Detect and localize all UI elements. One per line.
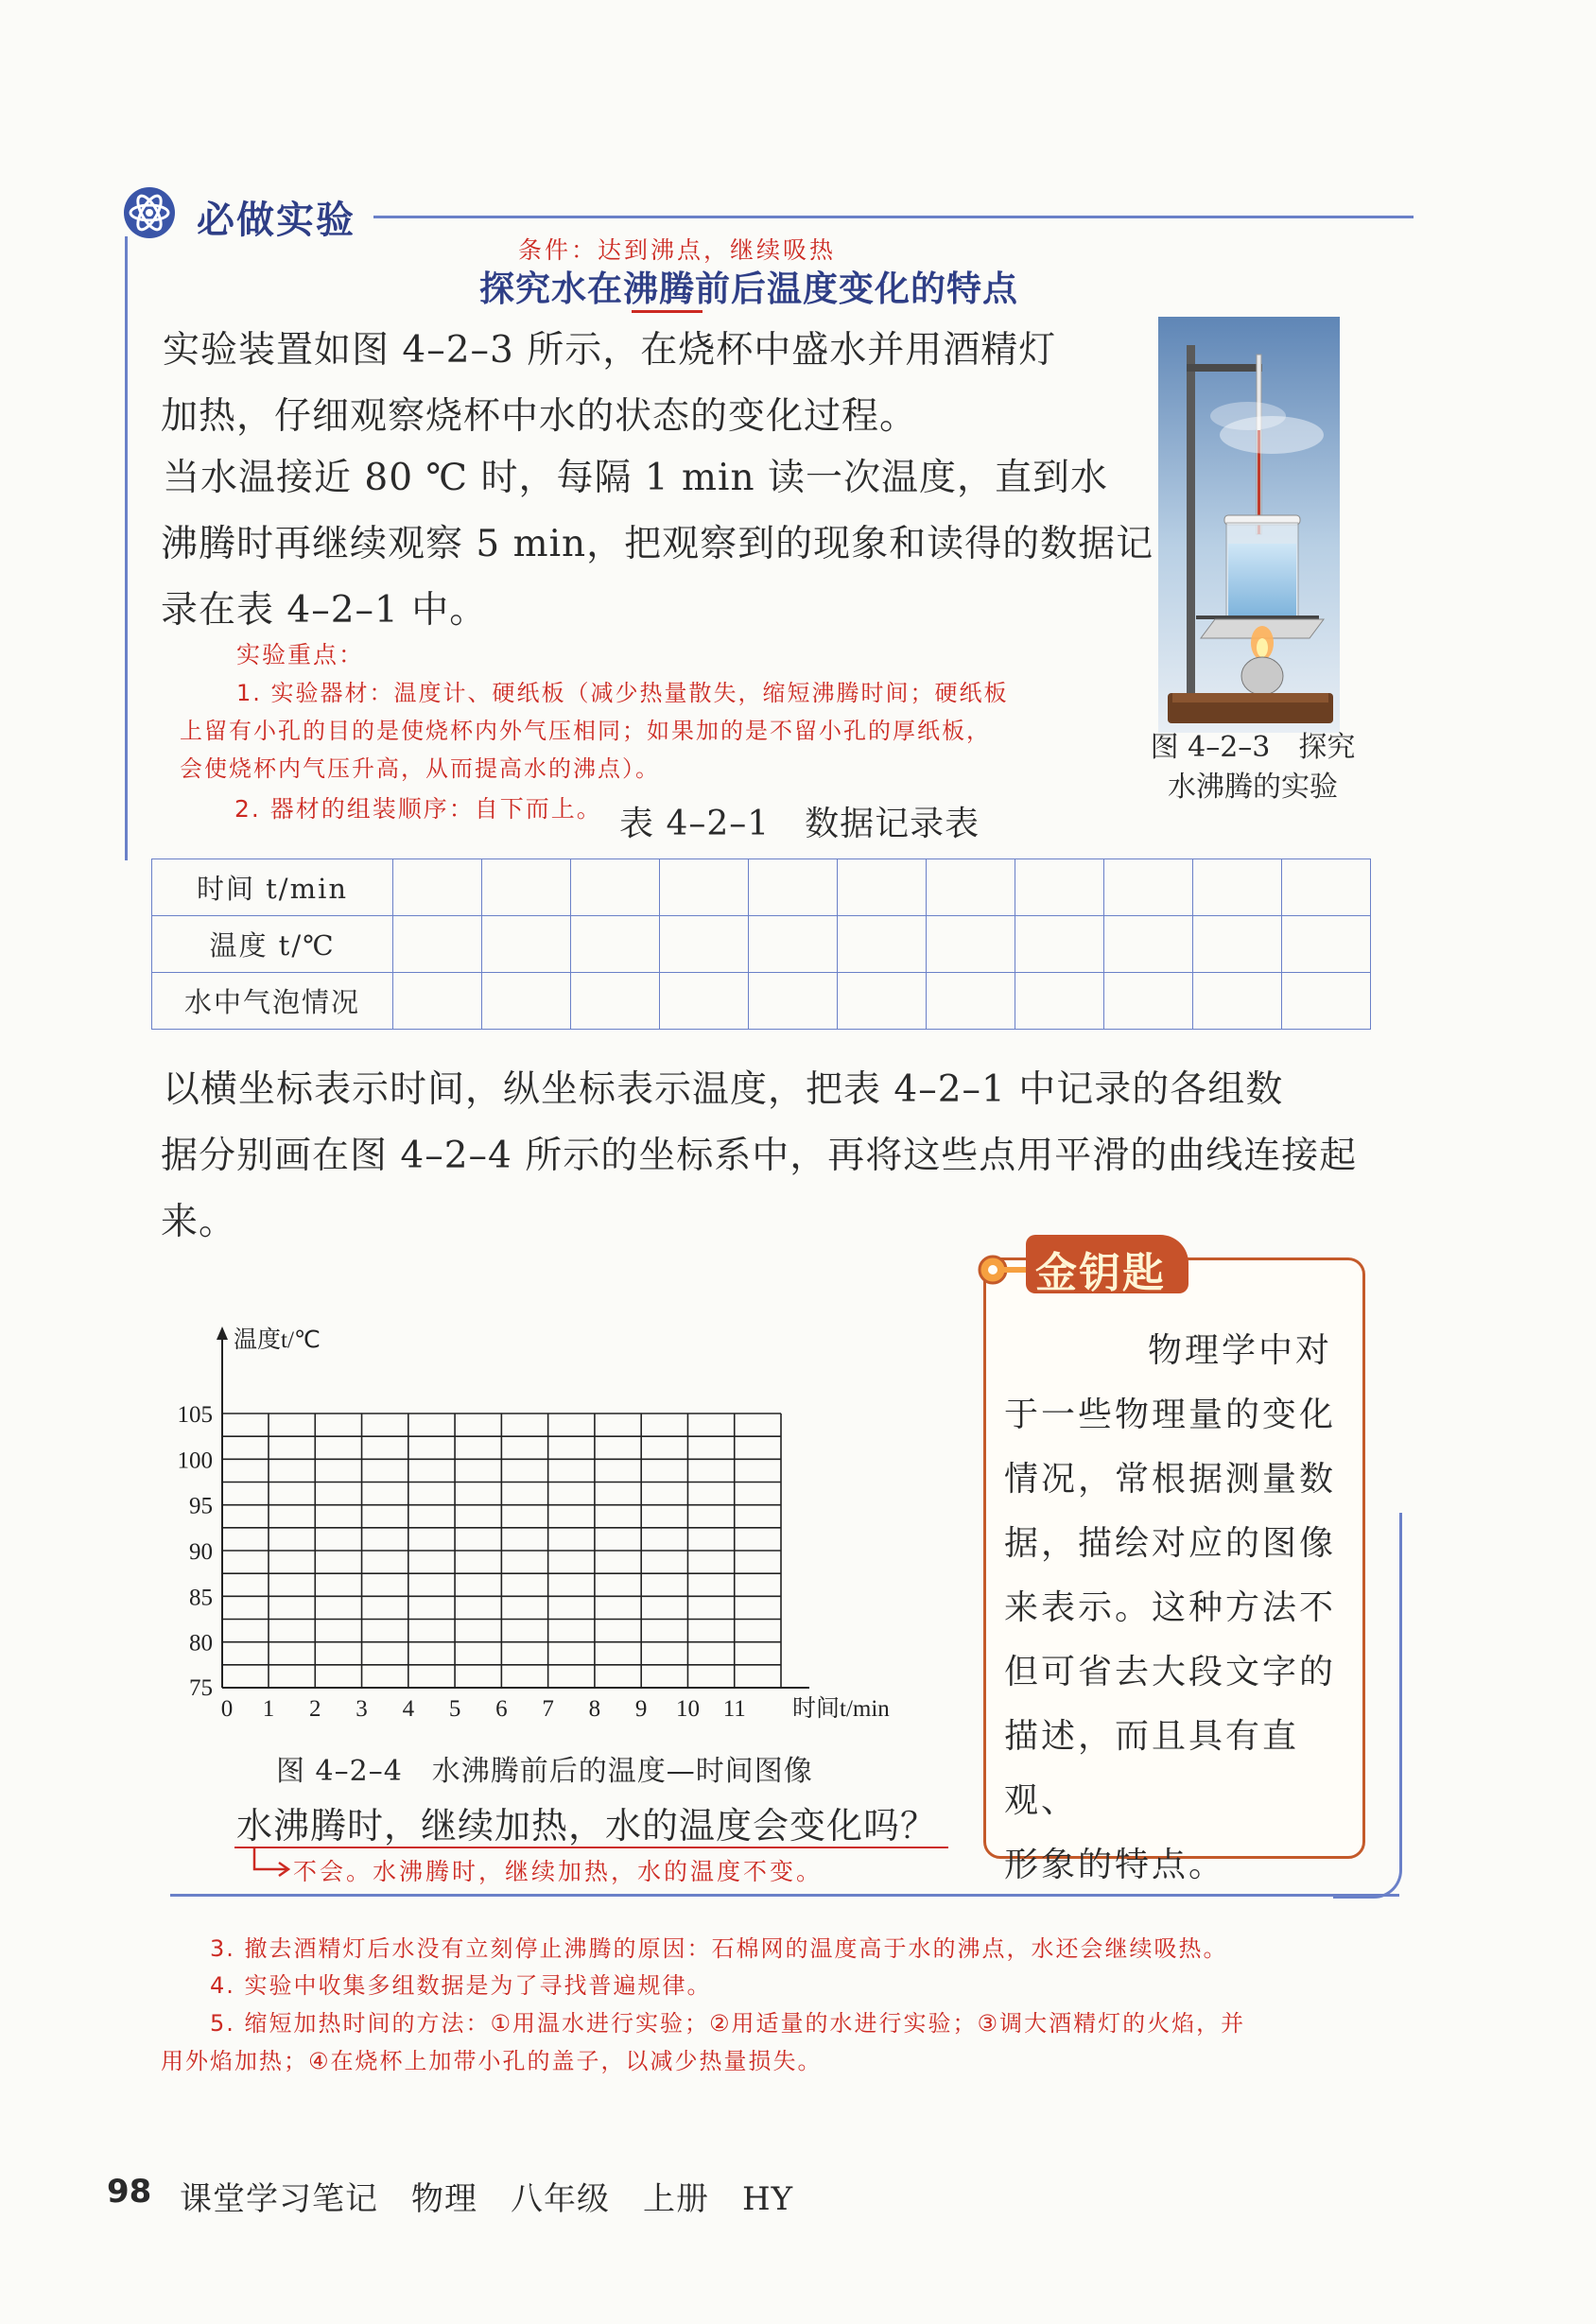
title-underline xyxy=(632,310,703,313)
condition-note: 条件：达到沸点，继续吸热 xyxy=(518,236,837,264)
table-row xyxy=(152,973,1371,1030)
frame-rule-bottom xyxy=(170,1894,1399,1897)
n5-line1: 5. 缩短加热时间的方法：①用温水进行实验；②用适量的水进行实验；③调大酒精灯的火焰，并 xyxy=(210,2010,1246,2037)
key-line: 描述，而且具有直观、 xyxy=(1004,1717,1300,1820)
table-row xyxy=(152,916,1371,973)
note-4: 4. 实验中收集多组数据是为了寻找普遍规律。 xyxy=(210,1972,712,1999)
paragraph-1 xyxy=(163,318,1118,384)
table-cell xyxy=(838,916,927,973)
frame-rule-top xyxy=(373,216,1414,218)
table-cell xyxy=(393,973,482,1030)
figure-4-2-3-caption xyxy=(1139,728,1366,807)
table-cell xyxy=(927,916,1015,973)
section-header xyxy=(121,184,386,241)
table-cell xyxy=(1015,859,1104,916)
x-axis-label: 时间t/min xyxy=(792,1696,890,1722)
x-tick-label: 2 xyxy=(309,1696,321,1722)
x-tick-label: 9 xyxy=(634,1696,648,1722)
y-tick-label: 75 xyxy=(189,1675,213,1701)
caption-423-line1: 图 4–2–3 探究 xyxy=(1150,731,1356,764)
kp1-line2: 上留有小孔的目的是使烧杯内外气压相同；如果加的是不留小孔的厚纸板， xyxy=(180,718,991,744)
table-cell xyxy=(571,916,660,973)
p1-line2: 加热，仔细观察烧杯中水的状态的变化过程。 xyxy=(161,395,918,438)
p3-line3: 来。 xyxy=(161,1201,237,1243)
table-cell xyxy=(749,859,838,916)
table-cell xyxy=(1015,973,1104,1030)
x-tick-label: 11 xyxy=(722,1696,746,1722)
table-cell xyxy=(482,916,571,973)
table-cell xyxy=(1282,916,1371,973)
key-points-note xyxy=(180,635,364,674)
answer-arrow-icon xyxy=(251,1848,293,1879)
table-cell xyxy=(1104,916,1193,973)
book-title: 课堂学习笔记 物理 八年级 上册 HY xyxy=(180,2180,794,2218)
n5-line2: 用外焰加热；④在烧杯上加带小孔的盖子，以减少热量损失。 xyxy=(161,2048,823,2074)
y-tick-label: 85 xyxy=(189,1585,213,1611)
table-cell xyxy=(1193,859,1282,916)
p2-line3: 录在表 4–2–1 中。 xyxy=(161,589,488,632)
y-tick-label: 80 xyxy=(189,1630,213,1656)
boiling-apparatus-illustration xyxy=(1158,317,1340,733)
key-line: 物理学中对 xyxy=(1148,1331,1333,1370)
table-cell xyxy=(1193,916,1282,973)
table-cell xyxy=(571,859,660,916)
key-point-1 xyxy=(180,674,1009,788)
frame-rule-corner xyxy=(1333,1513,1402,1899)
y-tick-label: 105 xyxy=(177,1402,213,1428)
table-cell xyxy=(660,973,749,1030)
row-header-temperature: 温度 t/℃ xyxy=(152,916,393,973)
y-tick-label: 100 xyxy=(177,1448,213,1474)
p3-line2: 据分别画在图 4–2–4 所示的坐标系中，再将这些点用平滑的曲线连接起 xyxy=(161,1135,1358,1177)
p3-line1: 以横坐标表示时间，纵坐标表示温度，把表 4–2–1 中记录的各组数 xyxy=(163,1068,1284,1111)
x-tick-label: 3 xyxy=(356,1696,368,1722)
y-axis-label: 温度t/℃ xyxy=(234,1327,321,1353)
paragraph-2-cont xyxy=(161,512,1154,644)
frame-rule-left xyxy=(125,236,128,860)
atom-icon xyxy=(121,184,178,241)
golden-key-title-badge xyxy=(1026,1235,1188,1297)
table-cell xyxy=(927,859,1015,916)
key-line: 形象的特点。 xyxy=(1004,1846,1226,1884)
p1-line1: 实验装置如图 4–2–3 所示，在烧杯中盛水并用酒精灯 xyxy=(163,329,1057,372)
table-cell xyxy=(927,973,1015,1030)
answer-note: 不会。水沸腾时，继续加热，水的温度不变。 xyxy=(293,1858,824,1885)
paragraph-2 xyxy=(163,445,1108,512)
page-number: 98 xyxy=(107,2173,152,2211)
p2-line1: 当水温接近 80 ℃ 时，每隔 1 min 读一次温度，直到水 xyxy=(163,457,1109,499)
temperature-time-chart xyxy=(161,1309,898,1726)
y-tick-label: 95 xyxy=(189,1493,213,1519)
table-cell xyxy=(482,973,571,1030)
kp1-line1: 1. 实验器材：温度计、硬纸板（减少热量散失，缩短沸腾时间；硬纸板 xyxy=(236,680,1009,706)
experiment-title: 探究水在沸腾前后温度变化的特点 xyxy=(479,269,1018,309)
x-tick-label: 5 xyxy=(448,1696,461,1722)
y-axis-arrow xyxy=(217,1327,228,1340)
table-cell xyxy=(1282,859,1371,916)
table-cell xyxy=(660,916,749,973)
note-5 xyxy=(161,2004,1245,2080)
table-cell xyxy=(660,859,749,916)
p2-line2: 沸腾时再继续观察 5 min，把观察到的现象和读得的数据记 xyxy=(161,523,1154,565)
table-cell xyxy=(838,859,927,916)
x-tick-label: 8 xyxy=(588,1696,601,1722)
x-tick-label: 10 xyxy=(675,1696,700,1722)
paragraph-3-cont xyxy=(161,1123,1357,1256)
key-line: 但可省去大段文字的 xyxy=(1004,1653,1337,1691)
table-cell xyxy=(393,859,482,916)
kp1-line3: 会使烧杯内气压升高，从而提高水的沸点）。 xyxy=(180,755,660,782)
section-title: 必做实验 xyxy=(197,199,356,242)
key-line: 据，描绘对应的图像 xyxy=(1004,1524,1337,1563)
chart-caption: 图 4–2–4 水沸腾前后的温度—时间图像 xyxy=(276,1755,813,1788)
data-record-table xyxy=(151,858,1371,1030)
table-cell xyxy=(1193,973,1282,1030)
table-cell xyxy=(749,916,838,973)
table-cell xyxy=(1104,973,1193,1030)
x-tick-label: 0 xyxy=(220,1696,234,1722)
golden-key-text xyxy=(1004,1319,1354,1898)
table-row xyxy=(152,859,1371,916)
table-cell xyxy=(1282,973,1371,1030)
x-tick-label: 6 xyxy=(495,1696,508,1722)
table-cell xyxy=(482,859,571,916)
note-3: 3. 撤去酒精灯后水没有立刻停止沸腾的原因：石棉网的温度高于水的沸点，水还会继续吸热。 xyxy=(210,1935,1228,1962)
golden-key-title: 金钥匙 xyxy=(1035,1249,1166,1297)
table-cell xyxy=(1015,916,1104,973)
question-underline xyxy=(234,1847,948,1848)
p1-line2-wrap xyxy=(161,384,917,450)
paragraph-3 xyxy=(163,1057,1283,1123)
question-text: 水沸腾时，继续加热，水的温度会变化吗？ xyxy=(236,1805,938,1847)
table-title: 表 4–2–1 数据记录表 xyxy=(619,805,980,843)
table-cell xyxy=(749,973,838,1030)
y-tick-label: 90 xyxy=(189,1539,213,1565)
key-line: 来表示。这种方法不 xyxy=(1004,1588,1337,1627)
key-icon xyxy=(976,1246,1032,1293)
table-cell xyxy=(393,916,482,973)
row-header-bubbles: 水中气泡情况 xyxy=(152,973,393,1030)
x-tick-label: 1 xyxy=(262,1696,275,1722)
table-cell xyxy=(571,973,660,1030)
key-point-2: 2. 器材的组装顺序：自下而上。 xyxy=(234,795,602,823)
table-cell xyxy=(838,973,927,1030)
caption-423-line2: 水沸腾的实验 xyxy=(1168,771,1338,804)
x-tick-label: 7 xyxy=(542,1696,554,1722)
key-points-title: 实验重点： xyxy=(236,641,365,668)
key-line: 情况，常根据测量数 xyxy=(1004,1460,1337,1499)
x-tick-label: 4 xyxy=(402,1696,415,1722)
table-cell xyxy=(1104,859,1193,916)
key-line: 于一些物理量的变化 xyxy=(1004,1396,1337,1434)
row-header-time: 时间 t/min xyxy=(152,859,393,916)
